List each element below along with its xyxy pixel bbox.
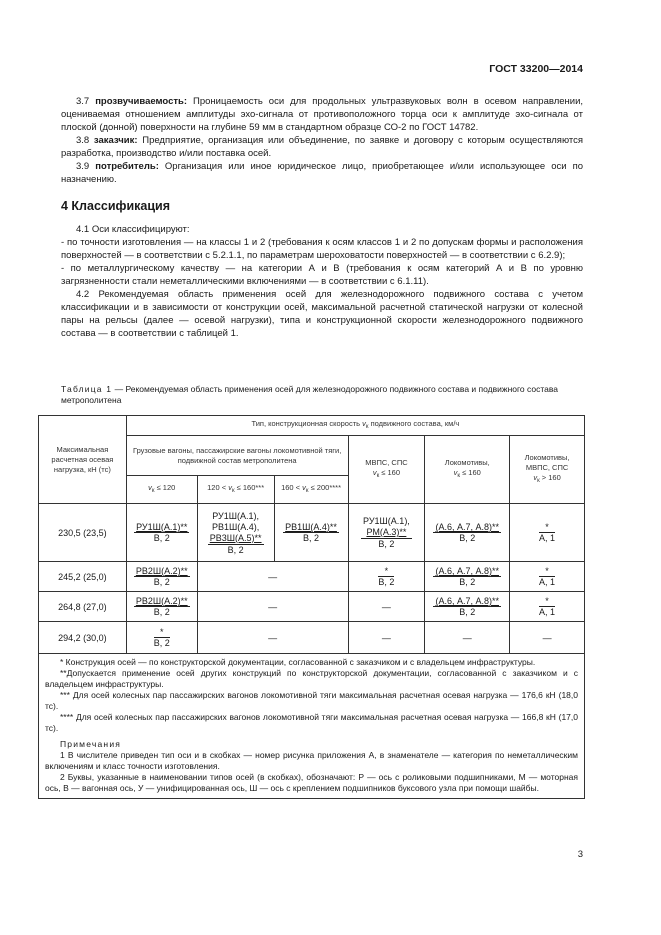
header-speed-pre: Тип, конструкционная скорость <box>251 419 363 428</box>
def-text: Организация или иное юридическое лицо, приобретающее и/или использующее оси по назначению. <box>61 161 584 185</box>
frac-den: В, 2 <box>153 607 170 617</box>
header-freight: Грузовые вагоны, пассажирские вагоны локомотивной тяги, подвижной состав метрополитена <box>126 436 348 476</box>
frac-den: В, 2 <box>459 577 476 587</box>
bullet-precision: - по точности изготовления — на классы 1 и 2 (требования к осям классов 1 и 2 по допускам формы и расположения поверхностей — в соответствии с 5.2.1.1, по параметрам шероховатости поверхностей — в соответствии с 6.2.9); <box>61 237 583 261</box>
standard-number: ГОСТ 33200—2014 <box>489 63 583 75</box>
header-speed <box>126 416 584 436</box>
frac-num: (А.6, А.7, А.8)** <box>435 566 499 576</box>
frac-den: А, 1 <box>539 533 556 543</box>
frac-den: В, 2 <box>459 533 476 543</box>
footnote: *** Для осей колесных пар пассажирских вагонов локомотивной тяги максимальная расчетная осевая нагрузка — 176,6 кН (18,0 тс). <box>45 690 578 711</box>
definition-3-8 <box>61 134 583 160</box>
cell-dash: — <box>197 622 348 654</box>
header-speed-120-160 <box>197 476 274 504</box>
frac-num: РУ1Ш(А.1)** <box>136 522 188 532</box>
table-row <box>39 562 585 592</box>
footnote: **Допускается применение осей других конструкций по конструкторской документации, согласованной с заказчиком и с владельцем инфраструктуры. <box>45 668 578 689</box>
v-symbol: v <box>453 468 458 477</box>
frac-den: В, 2 <box>153 638 170 648</box>
table-caption <box>61 384 583 406</box>
cell-dash: — <box>197 562 348 592</box>
frac-num: (А.6, А.7, А.8)** <box>435 596 499 606</box>
cell-le120 <box>126 504 197 562</box>
frac-num: РВ2Ш(А.2)** <box>135 596 188 606</box>
paragraph-4-2: 4.2 Рекомендуемая область применения осей для железнодорожного подвижного состава с учетом классификации и в зависимости от конструкции осей, максимальной расчетной статической нагрузки от колесной пары на рельсы (далее — осевой нагрузки), типа и конструкционной скорости железнодорожного подвижного состава — в соответствии с таблицей 1. <box>61 289 583 339</box>
mvps-speed <box>351 468 423 481</box>
frac-num-line: РУ1Ш(А.1), <box>212 510 260 521</box>
k-subscript: к <box>457 473 461 479</box>
k-subscript: к <box>151 488 155 494</box>
range-pre: 160 < <box>281 483 303 492</box>
frac-num: РВ2Ш(А.2)** <box>135 566 188 576</box>
le160-label: ≤ 160 <box>462 468 481 477</box>
note: 2 Буквы, указанные в наименовании типов осей (в скобках), обозначают: Р — ось с роликовыми подшипниками, М — моторная ось, В — вагонная ось, У — унифицированная ось, Ш — ось с креплением подшипников буксового узла при помощи шайбы. <box>45 772 578 793</box>
header-loco-mvps <box>510 436 585 504</box>
k-subscript: к <box>376 473 380 479</box>
header-mvps <box>348 436 425 504</box>
header-load: Максимальная расчетная осевая нагрузка, кН (тс) <box>39 416 127 504</box>
frac-den: В, 2 <box>153 577 170 587</box>
paragraph-4-1: 4.1 Оси классифицируют: <box>76 224 190 235</box>
def-term: прозвучиваемость: <box>95 96 188 107</box>
cell-le120 <box>126 562 197 592</box>
le120-label: ≤ 120 <box>156 483 176 492</box>
table-notes <box>39 654 585 799</box>
header-speed-160-200 <box>274 476 348 504</box>
frac-num-line: РУ1Ш(А.1), <box>363 516 410 526</box>
frac-den: В, 2 <box>227 544 244 555</box>
header-loco <box>425 436 510 504</box>
k-subscript: к <box>231 488 235 494</box>
v-symbol: v <box>372 468 377 477</box>
cell-loco-mvps: — <box>510 622 585 654</box>
frac-den: В, 2 <box>153 533 170 543</box>
cell-loco-mvps <box>510 562 585 592</box>
cell-load: 230,5 (23,5) <box>39 504 127 562</box>
loco-mvps-label: Локомотивы, МВПС, СПС <box>524 453 570 472</box>
def-text: Предприятие, организация или объединение, по заявке и договору с которым осуществляются разработка, производство и/или поставка осей. <box>61 135 584 159</box>
loco-mvps-speed <box>512 473 582 486</box>
frac-den: В, 2 <box>378 577 395 587</box>
def-number: 3.8 <box>76 135 90 146</box>
frac-num: * <box>539 566 555 577</box>
frac-num: РВ1Ш(А.4)** <box>285 522 337 532</box>
range-post: ≤ 200**** <box>308 483 341 492</box>
k-subscript: к <box>305 488 309 494</box>
frac-den: А, 1 <box>539 577 556 587</box>
def-term: заказчик: <box>93 135 138 146</box>
v-symbol: v <box>302 483 306 492</box>
cell-loco <box>425 562 510 592</box>
body-text <box>61 95 583 340</box>
cell-loco: — <box>425 622 510 654</box>
frac-num-line: РВ3Ш(А.5)** <box>209 532 262 543</box>
loco-speed <box>427 468 507 481</box>
gt160-label: > 160 <box>541 473 561 482</box>
cell-load: 294,2 (30,0) <box>39 622 127 654</box>
frac-num-line: РВ1Ш(А.4), <box>212 521 260 532</box>
frac-num: * <box>539 596 555 607</box>
def-number: 3.9 <box>76 161 90 172</box>
table-caption-text: — Рекомендуемая область применения осей для железнодорожного подвижного состава и подвижного состава метрополитена <box>61 384 558 405</box>
cell-mvps <box>348 504 425 562</box>
frac-num-line: РМ(А.3)** <box>366 527 407 537</box>
le160-label: ≤ 160 <box>381 468 401 477</box>
frac-den: В, 2 <box>459 607 476 617</box>
cell-le120 <box>126 592 197 622</box>
table-caption-label: Таблица 1 <box>61 384 113 394</box>
table-row <box>39 592 585 622</box>
range-pre: 120 < <box>207 483 229 492</box>
k-subscript: к <box>365 424 369 430</box>
table-notes-row <box>39 654 585 799</box>
notes-title <box>45 739 578 750</box>
def-term: потребитель: <box>95 161 159 172</box>
section-heading: 4 Классификация <box>61 199 171 213</box>
cell-loco <box>425 592 510 622</box>
cell-mvps: — <box>348 622 425 654</box>
def-number: 3.7 <box>76 96 90 107</box>
cell-160-200 <box>274 504 348 562</box>
header-speed-le120 <box>126 476 197 504</box>
cell-mvps: — <box>348 592 425 622</box>
mvps-label: МВПС, СПС <box>365 458 408 467</box>
cell-loco-mvps <box>510 592 585 622</box>
v-symbol: v <box>148 483 152 492</box>
cell-120-160 <box>197 504 274 562</box>
cell-load: 245,2 (25,0) <box>39 562 127 592</box>
page-number: 3 <box>577 849 583 860</box>
notes-title-text: Примечания <box>60 739 122 749</box>
def-text: Проницаемость оси для продольных ультразвуковых волн в осевом направлении, оцениваемая отношением амплитуды эхо-сигнала от противоположного торца оси к амплитуде эхо-сигнала от плоской (донной) поверхности на глубине 59 мм в стандартном образце СО-2 по ГОСТ 14782. <box>61 96 584 133</box>
loco-label: Локомотивы, <box>444 458 490 467</box>
v-symbol: v <box>228 483 232 492</box>
frac-den: В, 2 <box>378 539 395 549</box>
frac-num: * <box>539 522 555 533</box>
definition-3-9 <box>61 160 583 186</box>
frac-num: * <box>154 627 170 638</box>
v-symbol: v <box>362 419 366 428</box>
frac-den: А, 1 <box>539 607 556 617</box>
k-subscript: к <box>537 478 540 484</box>
cell-dash: — <box>197 592 348 622</box>
cell-le120 <box>126 622 197 654</box>
definition-3-7 <box>61 95 583 134</box>
table-row <box>39 622 585 654</box>
footnote: **** Для осей колесных пар пассажирских вагонов локомотивной тяги максимальная расчетная осевая нагрузка — 166,8 кН (17,0 тс). <box>45 712 578 733</box>
cell-loco-mvps <box>510 504 585 562</box>
cell-mvps <box>348 562 425 592</box>
frac-num: * <box>378 566 394 577</box>
table-row <box>39 504 585 562</box>
header-speed-post: подвижного состава, км/ч <box>368 419 460 428</box>
bullet-metallurgy: - по металлургическому качеству — на категории А и В (требования к осям категорий А и В по уровню загрязненности стали неметаллическими включениями — в соответствии с 6.1.11). <box>61 263 583 287</box>
cell-load: 264,8 (27,0) <box>39 592 127 622</box>
note: 1 В числителе приведен тип оси и в скобках — номер рисунка приложения А, в знаменателе — категория по неметаллическим включениям и класс точности изготовления. <box>45 750 578 771</box>
frac-den: В, 2 <box>303 533 320 543</box>
range-post: ≤ 160*** <box>234 483 265 492</box>
footnote: * Конструкция осей — по конструкторской документации, согласованной с заказчиком и с владельцем инфраструктуры. <box>60 657 536 667</box>
frac-num: (А.6, А.7, А.8)** <box>435 522 499 532</box>
axle-application-table <box>38 415 585 799</box>
v-symbol: v <box>533 473 538 482</box>
cell-loco <box>425 504 510 562</box>
